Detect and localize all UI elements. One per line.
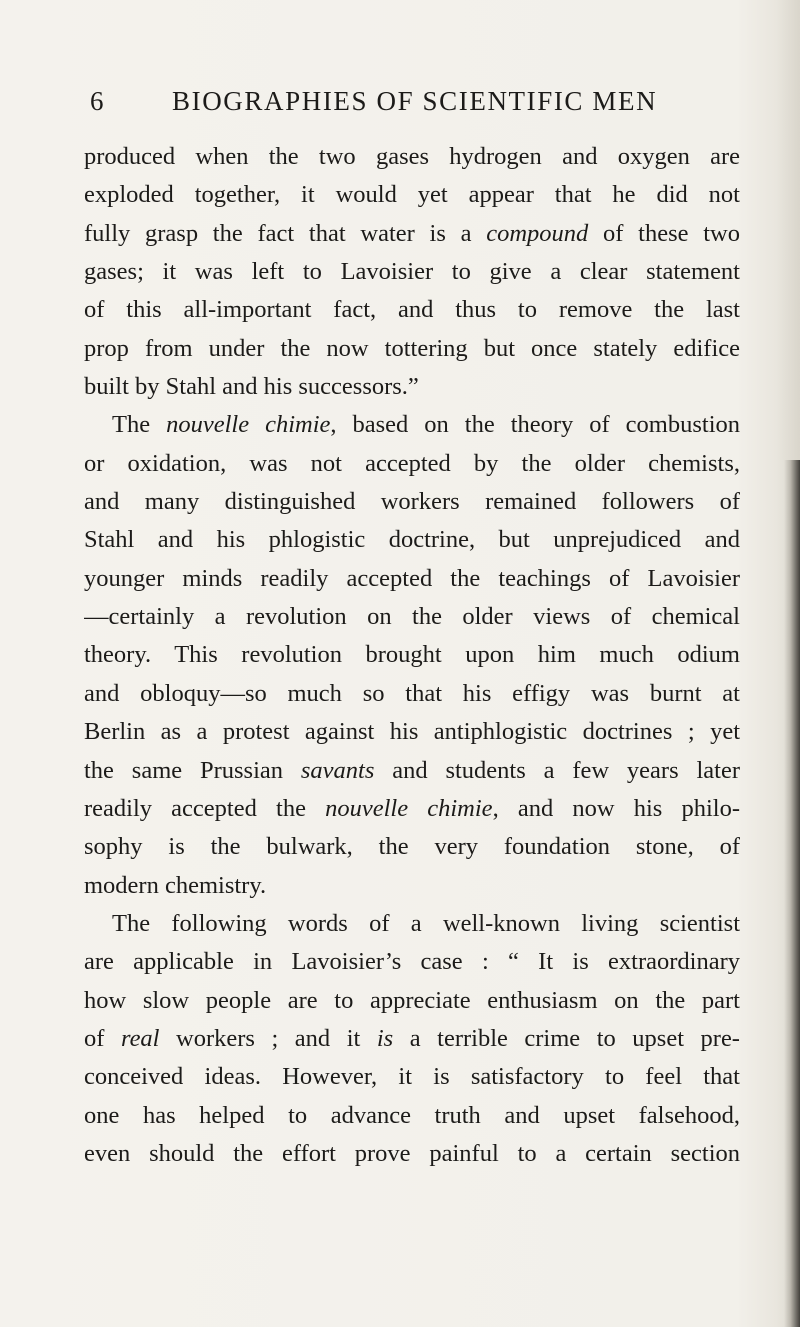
text-line bbox=[84, 828, 740, 866]
text-run: Berlin as a protest against his antiphlogistic doctrines ; yet bbox=[84, 718, 740, 746]
text-run: —certainly a revolution on the older views of chemical bbox=[84, 603, 740, 631]
italic-text: nouvelle chimie bbox=[325, 794, 493, 822]
text-run: The following words of a well-known living scientist bbox=[112, 909, 740, 937]
text-line bbox=[84, 1135, 740, 1173]
italic-text: savants bbox=[300, 756, 375, 784]
text-run: younger minds readily accepted the teachings of Lavoisier bbox=[84, 564, 740, 592]
text-run: one has helped to advance truth and upset falsehood, bbox=[84, 1101, 740, 1129]
text-run: produced when the two gases hydrogen and oxygen are bbox=[84, 143, 740, 170]
text-line bbox=[84, 521, 740, 559]
text-line bbox=[84, 675, 740, 713]
text-line bbox=[84, 445, 740, 483]
text-line bbox=[84, 943, 740, 981]
text-line bbox=[84, 982, 740, 1020]
running-head bbox=[90, 86, 730, 126]
text-run: exploded together, it would yet appear that he did not bbox=[84, 181, 740, 209]
text-run: of this all-important fact, and thus to remove the last bbox=[84, 296, 740, 324]
text-run: theory. This revolution brought upon him much odium bbox=[84, 641, 740, 669]
text-run: gases; it was left to Lavoisier to give a clear statement bbox=[84, 258, 740, 286]
text-line bbox=[84, 598, 740, 636]
text-line bbox=[84, 368, 740, 406]
text-line bbox=[84, 636, 740, 674]
body-text bbox=[84, 138, 740, 1173]
text-run: or oxidation, was not accepted by the older chemists, bbox=[84, 449, 740, 477]
text-line bbox=[84, 483, 740, 521]
italic-text: nouvelle chimie bbox=[166, 411, 331, 439]
text-line bbox=[84, 752, 740, 790]
text-run: the same Prussian bbox=[84, 756, 301, 784]
text-run: of bbox=[84, 1024, 121, 1052]
text-line bbox=[84, 215, 740, 253]
text-line bbox=[84, 1058, 740, 1096]
text-run: conceived ideas. However, it is satisfactory to feel that bbox=[84, 1063, 740, 1091]
text-run: fully grasp the fact that water is a bbox=[84, 219, 487, 247]
text-run: Stahl and his phlogistic doctrine, but unprejudiced and bbox=[84, 526, 740, 554]
text-run: how slow people are to appreciate enthusiasm on the part bbox=[84, 986, 740, 1014]
text-run: sophy is the bulwark, the very foundation stone, of bbox=[84, 833, 740, 861]
text-run: The bbox=[112, 411, 167, 439]
page-number: 6 bbox=[90, 86, 105, 116]
text-line bbox=[84, 176, 740, 214]
text-run: , based on the theory of combustion bbox=[330, 411, 740, 439]
text-run: built by Stahl and his successors.” bbox=[84, 373, 419, 401]
text-run: , and now his philo- bbox=[492, 794, 740, 822]
text-run: prop from under the now tottering but once stately edifice bbox=[84, 334, 740, 362]
text-line bbox=[84, 330, 740, 368]
text-line bbox=[84, 1020, 740, 1058]
text-line bbox=[84, 867, 740, 905]
text-line bbox=[84, 905, 740, 943]
text-run: and many distinguished workers remained followers of bbox=[84, 488, 740, 516]
text-run: of these two bbox=[588, 219, 740, 247]
text-run: workers ; and it bbox=[159, 1024, 377, 1052]
text-run: even should the effort prove painful to a certain section bbox=[84, 1139, 740, 1167]
italic-text: compound bbox=[486, 219, 589, 247]
page-edge-shadow bbox=[784, 460, 800, 1327]
text-line bbox=[84, 291, 740, 329]
italic-text: is bbox=[376, 1024, 394, 1052]
text-line bbox=[84, 1097, 740, 1135]
text-line bbox=[84, 253, 740, 291]
text-line bbox=[84, 713, 740, 751]
text-line bbox=[84, 138, 740, 176]
text-run: and students a few years later bbox=[374, 756, 740, 784]
text-run: readily accepted the bbox=[84, 794, 326, 822]
running-head-title: BIOGRAPHIES OF SCIENTIFIC MEN bbox=[172, 86, 658, 116]
text-run: a terrible crime to upset pre- bbox=[393, 1024, 740, 1052]
text-run: are applicable in Lavoisier’s case : “ It is extraordinary bbox=[84, 948, 740, 976]
text-run: modern chemistry. bbox=[84, 871, 267, 899]
text-line bbox=[84, 406, 740, 444]
text-line bbox=[84, 560, 740, 598]
text-line bbox=[84, 790, 740, 828]
italic-text: real bbox=[120, 1024, 160, 1052]
text-run: and obloquy—so much so that his effigy was burnt at bbox=[84, 679, 740, 707]
